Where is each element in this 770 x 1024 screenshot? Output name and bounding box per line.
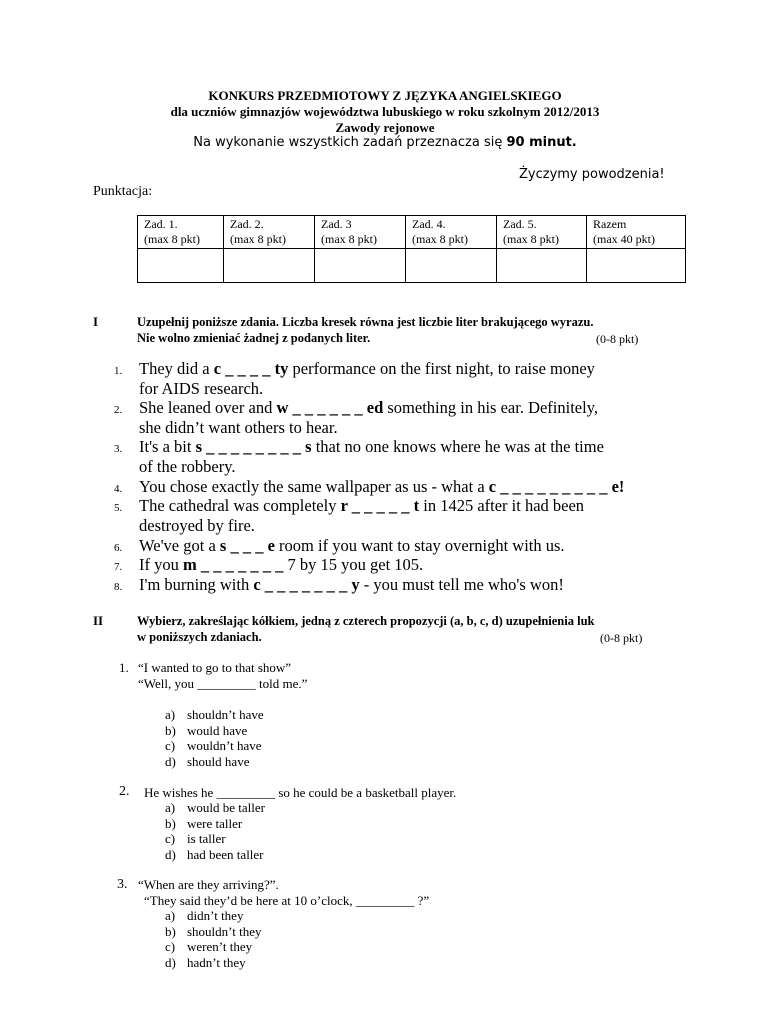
question-2-number: 2. xyxy=(119,784,130,799)
item-text-line2: of the robbery. xyxy=(139,456,236,476)
option-letter: c) xyxy=(165,831,176,846)
item-gap-word: r _ _ _ _ _ t xyxy=(340,496,420,515)
option-text: is taller xyxy=(187,831,226,846)
option-letter: c) xyxy=(165,939,176,954)
section-1-instruction-line1: Uzupełnij poniższe zdania. Liczba kresek równa jest liczbie liter brakującego wyrazu. xyxy=(137,315,594,329)
score-col-name: Zad. 1. xyxy=(144,217,178,231)
item-number: 1. xyxy=(114,365,123,377)
option-text: should have xyxy=(187,753,250,769)
item-text-before: I'm burning with xyxy=(139,575,254,594)
section-1-instruction xyxy=(137,314,667,346)
time-note xyxy=(0,135,770,150)
item-text-after: something in his ear. Definitely, xyxy=(383,398,599,417)
question-3-options xyxy=(165,908,262,970)
score-col-total xyxy=(587,216,686,249)
section-1-number: I xyxy=(93,314,99,329)
option-text: would be taller xyxy=(187,800,265,815)
option-text: shouldn’t have xyxy=(187,707,264,722)
section-1-points: (0-8 pkt) xyxy=(596,332,639,346)
score-col-max: (max 8 pkt) xyxy=(503,232,559,246)
option-letter: c) xyxy=(165,738,176,753)
item-gap-word: w _ _ _ _ _ _ ed xyxy=(276,398,384,417)
question-3-line1: “When are they arriving?”. xyxy=(138,877,279,892)
score-cell-4[interactable] xyxy=(406,249,497,283)
item-text-line2: destroyed by fire. xyxy=(139,515,255,535)
section-1-item-8 xyxy=(139,575,659,595)
option-text: would have xyxy=(187,722,248,738)
item-number: 2. xyxy=(114,404,123,416)
option-a[interactable] xyxy=(165,908,262,924)
option-a[interactable] xyxy=(165,800,265,816)
option-letter: b) xyxy=(165,815,176,831)
item-gap-word: m _ _ _ _ _ _ _ xyxy=(183,555,284,574)
option-c[interactable] xyxy=(165,738,264,754)
score-col-max: (max 8 pkt) xyxy=(230,232,286,246)
option-c[interactable] xyxy=(165,939,262,955)
score-cell-total[interactable] xyxy=(587,249,686,283)
question-1 xyxy=(138,660,307,691)
section-1-item-1 xyxy=(139,359,659,398)
time-note-text: Na wykonanie wszystkich zadań przeznacza się xyxy=(193,135,507,150)
option-letter: b) xyxy=(165,722,176,738)
section-2-instruction-line2: w poniższych zdaniach. xyxy=(137,630,262,644)
item-gap-word: c _ _ _ _ _ _ _ y xyxy=(253,575,360,594)
item-text-before: We've got a xyxy=(139,536,220,555)
item-text-after: - you must tell me who's won! xyxy=(359,575,564,594)
question-2-options xyxy=(165,800,265,862)
option-letter: a) xyxy=(165,707,176,722)
competition-level: Zawody rejonowe xyxy=(335,120,435,135)
score-table xyxy=(137,215,686,283)
score-cell-5[interactable] xyxy=(497,249,587,283)
score-col-4 xyxy=(406,216,497,249)
option-b[interactable] xyxy=(165,924,262,940)
score-col-name: Zad. 2. xyxy=(230,217,264,231)
option-text: hadn’t they xyxy=(187,954,246,970)
item-number: 7. xyxy=(114,561,123,573)
section-2-instruction-line2-row xyxy=(137,629,667,645)
option-text: were taller xyxy=(187,815,243,831)
question-1-number: 1. xyxy=(119,660,129,675)
option-letter: a) xyxy=(165,908,176,923)
section-2-instruction-line1: Wybierz, zakreślając kółkiem, jedną z czterech propozycji (a, b, c, d) uzupełnienia luk xyxy=(137,614,595,628)
score-table-header-row xyxy=(138,216,686,249)
item-gap-word: s _ _ _ _ _ _ _ _ s xyxy=(195,437,312,456)
section-1-item-7 xyxy=(139,555,659,575)
score-cell-3[interactable] xyxy=(315,249,406,283)
option-b[interactable] xyxy=(165,723,264,739)
page-subtitle: dla uczniów gimnazjów województwa lubuskiego w roku szkolnym 2012/2013 xyxy=(170,104,600,119)
option-text: had been taller xyxy=(187,846,264,862)
item-gap-word: c _ _ _ _ _ _ _ _ _ e xyxy=(488,477,619,496)
score-col-max: (max 8 pkt) xyxy=(412,232,468,246)
option-letter: b) xyxy=(165,923,176,939)
section-1-item-5 xyxy=(139,496,659,535)
option-c[interactable] xyxy=(165,831,265,847)
score-table-entry-row xyxy=(138,249,686,283)
score-col-5 xyxy=(497,216,587,249)
item-text-before: If you xyxy=(139,555,183,574)
item-text-after: in 1425 after it had been xyxy=(419,496,585,515)
item-text-line2: for AIDS research. xyxy=(139,378,264,398)
item-number: 4. xyxy=(114,483,123,495)
page-title: KONKURS PRZEDMIOTOWY Z JĘZYKA ANGIELSKIEGO xyxy=(208,88,562,103)
item-text-after: ! xyxy=(618,477,625,496)
question-1-line2: “Well, you _________ told me.” xyxy=(138,675,308,691)
question-3-line2: “They said they’d be here at 10 o’clock, _________ ?” xyxy=(144,892,430,908)
score-col-max: (max 8 pkt) xyxy=(144,232,200,246)
option-text: shouldn’t they xyxy=(187,923,262,939)
item-gap-word: s _ _ _ e xyxy=(219,536,275,555)
item-text-after: 7 by 15 you get 105. xyxy=(283,555,424,574)
question-1-line1: “I wanted to go to that show” xyxy=(138,660,292,675)
item-text-line2: she didn’t want others to hear. xyxy=(139,417,338,437)
question-3 xyxy=(138,877,429,908)
option-d[interactable] xyxy=(165,847,265,863)
item-text-before: The cathedral was completely xyxy=(139,496,341,515)
section-2-instruction xyxy=(137,613,667,645)
item-gap-word: c _ _ _ _ ty xyxy=(213,359,289,378)
wishes-text: Życzymy powodzenia! xyxy=(519,167,665,182)
option-text: weren’t they xyxy=(187,939,253,954)
option-letter: a) xyxy=(165,800,176,815)
score-col-2 xyxy=(224,216,315,249)
item-text-before: They did a xyxy=(139,359,214,378)
score-col-max: (max 40 pkt) xyxy=(593,232,655,246)
option-d[interactable] xyxy=(165,754,264,770)
score-col-1 xyxy=(138,216,224,249)
option-letter: d) xyxy=(165,954,176,970)
section-1-item-3 xyxy=(139,437,659,476)
section-2-number: II xyxy=(93,613,104,628)
section-1-item-6 xyxy=(139,536,659,556)
score-col-name: Zad. 3 xyxy=(321,217,352,231)
item-number: 5. xyxy=(114,502,123,514)
option-letter: d) xyxy=(165,753,176,769)
section-1-instruction-line2-row xyxy=(137,330,667,346)
item-text-after: that no one knows where he was at the time xyxy=(311,437,604,456)
score-cell-1[interactable] xyxy=(138,249,224,283)
option-letter: d) xyxy=(165,846,176,862)
score-cell-2[interactable] xyxy=(224,249,315,283)
section-1-item-4 xyxy=(139,477,659,497)
option-b[interactable] xyxy=(165,816,265,832)
option-text: wouldn’t have xyxy=(187,738,262,753)
section-2-points: (0-8 pkt) xyxy=(600,631,643,645)
score-col-name: Zad. 5. xyxy=(503,217,537,231)
section-1-instruction-line2: Nie wolno zmieniać żadnej z podanych liter. xyxy=(137,331,371,345)
item-number: 3. xyxy=(114,443,123,455)
question-1-options xyxy=(165,707,264,769)
item-text-before: It's a bit xyxy=(139,437,196,456)
question-2-line1: He wishes he _________ so he could be a basketball player. xyxy=(144,785,457,800)
score-col-max: (max 8 pkt) xyxy=(321,232,377,246)
item-text-before: You chose exactly the same wallpaper as us - what a xyxy=(139,477,489,496)
item-text-after: performance on the first night, to raise money xyxy=(288,359,595,378)
option-a[interactable] xyxy=(165,707,264,723)
question-3-number: 3. xyxy=(117,877,128,892)
item-number: 6. xyxy=(114,542,123,554)
item-number: 8. xyxy=(114,581,123,593)
option-text: didn’t they xyxy=(187,908,244,923)
scoring-label: Punktacja: xyxy=(93,184,153,199)
score-col-name: Zad. 4. xyxy=(412,217,446,231)
item-text-after: room if you want to stay overnight with us. xyxy=(274,536,565,555)
time-note-duration: 90 minut. xyxy=(506,135,577,150)
section-1-item-2 xyxy=(139,398,659,437)
item-text-before: She leaned over and xyxy=(139,398,277,417)
option-d[interactable] xyxy=(165,955,262,971)
score-col-3 xyxy=(315,216,406,249)
score-col-name: Razem xyxy=(593,217,627,231)
